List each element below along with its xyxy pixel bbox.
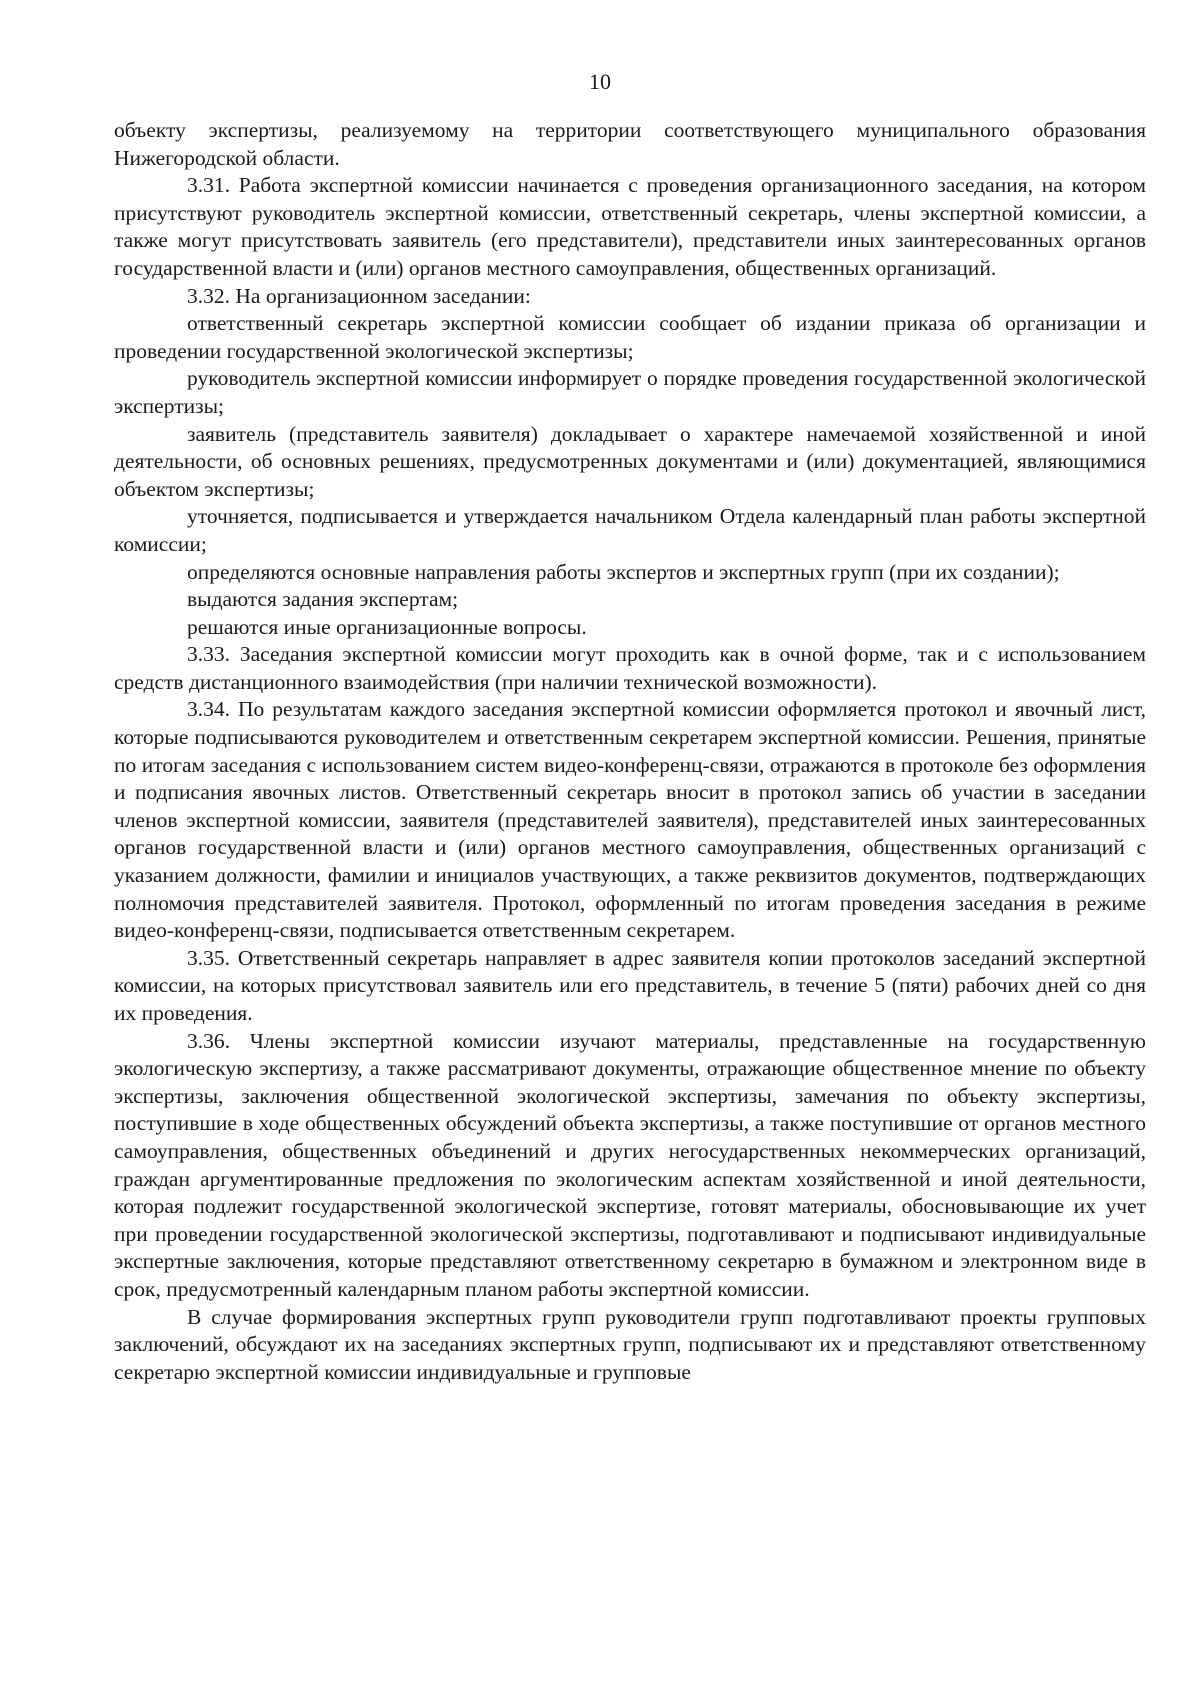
paragraph: уточняется, подписывается и утверждается начальником Отдела календарный план работы экспертной комиссии; bbox=[114, 504, 1146, 556]
paragraph: руководитель экспертной комиссии информирует о порядке проведения государственной экологической экспертизы; bbox=[114, 366, 1146, 418]
paragraph: 3.31. Работа экспертной комиссии начинается с проведения организационного заседания, на котором присутствуют руководитель экспертной комиссии, ответственный секретарь, члены экспертной комиссии, а также могут присутствовать заявитель (его представители), представители иных заинтересованных органов государственной власти и (или) органов местного самоуправления, общественных организаций. bbox=[114, 173, 1146, 280]
paragraph: 3.33. Заседания экспертной комиссии могут проходить как в очной форме, так и с использованием средств дистанционного взаимодействия (при наличии технической возможности). bbox=[114, 642, 1146, 694]
document-body bbox=[114, 117, 1146, 1386]
paragraph: ответственный секретарь экспертной комиссии сообщает об издании приказа об организации и проведении государственной экологической экспертизы; bbox=[114, 311, 1146, 363]
paragraph: 3.34. По результатам каждого заседания экспертной комиссии оформляется протокол и явочный лист, которые подписываются руководителем и ответственным секретарем экспертной комиссии. Решения, принятые по итогам заседания с использованием систем видео-конференц-связи, отражаются в протоколе без оформления и подписания явочных листов. Ответственный секретарь вносит в протокол запись об участии в заседании членов экспертной комиссии, заявителя (представителей заявителя), представителей иных заинтересованных органов государственной власти и (или) органов местного самоуправления, общественных организаций с указанием должности, фамилии и инициалов участвующих, а также реквизитов документов, подтверждающих полномочия представителей заявителя. Протокол, оформленный по итогам проведения заседания в режиме видео-конференц-связи, подписывается ответственным секретарем. bbox=[114, 697, 1146, 943]
paragraph: 3.35. Ответственный секретарь направляет в адрес заявителя копии протоколов заседаний экспертной комиссии, на которых присутствовал заявитель или его представитель, в течение 5 (пяти) рабочих дней со дня их проведения. bbox=[114, 945, 1146, 1025]
paragraph: 3.36. Члены экспертной комиссии изучают материалы, представленные на государственную экологическую экспертизу, а также рассматривают документы, отражающие общественное мнение по объекту экспертизы, заключения общественной экологической экспертизы, замечания по объекту экспертизы, поступившие в ходе общественных обсуждений объекта экспертизы, а также поступившие от органов местного самоуправления, общественных объединений и других негосударственных некоммерческих организаций, граждан аргументированные предложения по экологическим аспектам хозяйственной и иной деятельности, которая подлежит государственной экологической экспертизе, готовят материалы, обосновывающие их учет при проведении государственной экологической экспертизы, подготавливают и подписывают индивидуальные экспертные заключения, которые представляют ответственному секретарю в бумажном и электронном виде в срок, предусмотренный календарным планом работы экспертной комиссии. bbox=[114, 1028, 1146, 1301]
paragraph: заявитель (представитель заявителя) докладывает о характере намечаемой хозяйственной и иной деятельности, об основных решениях, предусмотренных документами и (или) документацией, являющимися объектом экспертизы; bbox=[114, 421, 1146, 501]
paragraph: определяются основные направления работы экспертов и экспертных групп (при их создании); bbox=[187, 559, 1060, 584]
paragraph: выдаются задания экспертам; bbox=[187, 587, 459, 612]
paragraph: объекту экспертизы, реализуемому на территории соответствующего муниципального образования Нижегородской области. bbox=[114, 118, 1146, 170]
paragraph: 3.32. На организационном заседании: bbox=[187, 283, 531, 308]
page-number: 10 bbox=[589, 69, 611, 94]
paragraph: решаются иные организационные вопросы. bbox=[187, 614, 587, 639]
paragraph: В случае формирования экспертных групп руководители групп подготавливают проекты групповых заключений, обсуждают их на заседаниях экспертных групп, подписывают их и представляют ответственному секретарю экспертной комиссии индивидуальные и групповые bbox=[114, 1304, 1146, 1384]
